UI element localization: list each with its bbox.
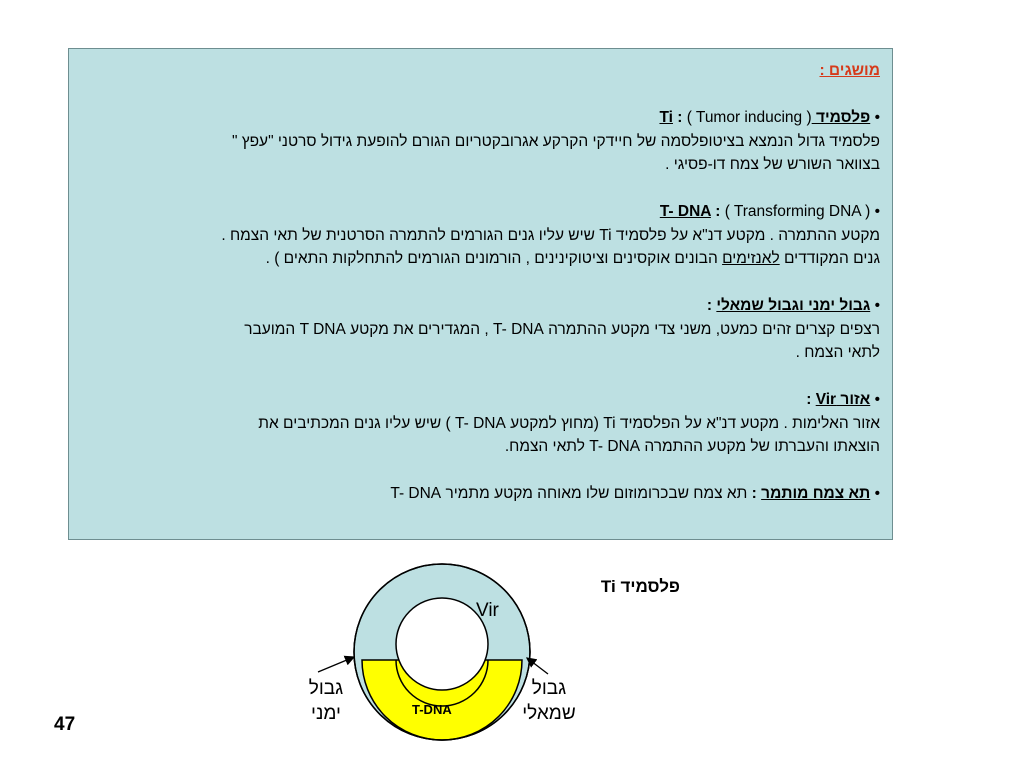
right-border-arrow [527,658,548,674]
ti-definition-title: • פלסמיד Ti : ( Tumor inducing ) [659,109,880,126]
tdna-definition-line2: גנים המקודדים לאנזימים הבונים אוקסינים וציטוקינינים , הורמונים הגורמים להתחלקות התאים ) . [265,250,880,267]
right-border-label: גבול שמאלי [522,678,576,724]
ti-term: פלסמיד Ti [659,109,871,126]
left-border-label: גבול ימני [308,678,344,724]
tdna-definition-line1: מקטע ההתמרה . מקטע דנ"א על פלסמיד Ti שיש עליו גנים הגורמים להתמרה הסרטנית של תאי הצמח . [221,226,880,244]
bullet: • [874,391,880,408]
bullet: • [874,203,880,220]
transformed-cell-definition: • תא צמח מותמר : תא צמח שבכרומוזום שלו מאוחה מקטע מתמיר T- DNA [390,485,880,502]
concepts-heading: מושגים : [819,62,880,79]
bullet: • [874,485,880,502]
enzymes-word: לאנזימים [722,250,780,267]
bullet: • [874,297,880,314]
borders-definition-line1: רצפים קצרים זהים כמעט, משני צדי מקטע ההתמרה T- DNA , המגדירים את מקטע T DNA המועבר [244,320,880,338]
tdna-label: T-DNA [412,702,452,717]
vir-label: Vir [476,600,499,621]
ti-english: ( Tumor inducing ) [686,109,812,126]
borders-definition-title: • גבול ימני וגבול שמאלי : [706,297,880,314]
plasmid-hole [396,598,488,690]
vir-term: אזור Vir [815,391,871,408]
borders-term: גבול ימני וגבול שמאלי [716,297,871,314]
vir-definition-line1: אזור האלימות . מקטע דנ"א על הפלסמיד Ti (מחוץ למקטע T- DNA ) שיש עליו גנים המכתיבים את [258,414,880,432]
vir-definition-line2: הוצאתו והעברתו של מקטע ההתמרה T- DNA לתאי הצמח. [504,438,880,455]
tdna-definition-title: • T- DNA : ( Transforming DNA ) [659,203,880,220]
page-number: 47 [54,714,76,735]
ti-definition-line1: פלסמיד גדול הנמצא בציטופלסמה של חיידקי הקרקע אגרובקטריום הגורם להופעת גידול סרטני "עפץ " [231,132,880,150]
plasmid-title: פלסמיד Ti [600,577,680,596]
bullet: • [874,109,880,126]
transformed-term: תא צמח מותמר [761,485,871,502]
tdna-english: ( Transforming DNA ) [724,203,871,220]
left-border-arrow [318,657,354,672]
ti-definition-line2: בצוואר השורש של צמח דו-פסיגי . [665,156,880,173]
tdna-term: T- DNA [659,203,711,220]
borders-definition-line2: לתאי הצמח . [795,344,880,361]
vir-definition-title: • אזור Vir : [806,391,880,408]
